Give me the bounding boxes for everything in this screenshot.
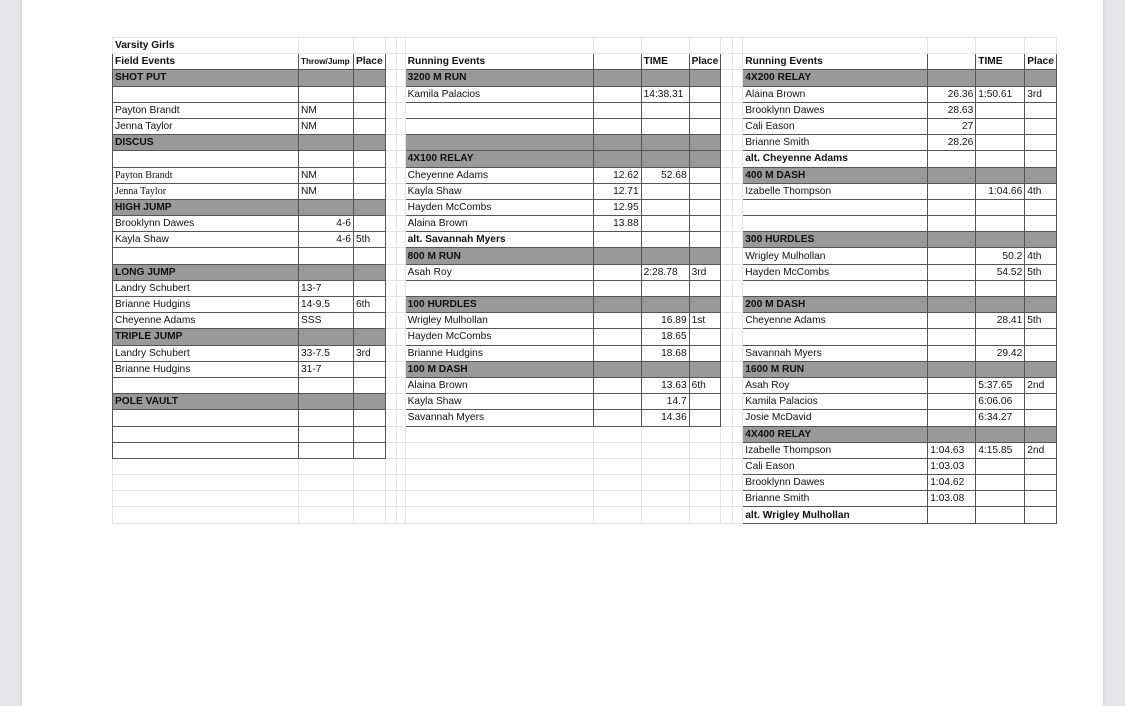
split-value: 28.63 <box>928 102 976 118</box>
time-value: 5:37.65 <box>976 377 1025 393</box>
place-value: 5th <box>1025 264 1057 280</box>
place-value: 5th <box>1025 313 1057 329</box>
split-value: 12.71 <box>593 183 641 199</box>
time-value: 54.52 <box>976 264 1025 280</box>
athlete-name: Alaina Brown <box>743 86 928 102</box>
event-discus: DISCUS <box>113 135 299 151</box>
sheet-title: Varsity Girls <box>113 38 299 54</box>
table-row <box>113 377 1057 393</box>
place-value: 2nd <box>1025 442 1057 458</box>
table-row <box>113 183 1057 199</box>
table-row <box>113 475 1057 491</box>
time-value: 6:06.06 <box>976 394 1025 410</box>
athlete-name: Jenna Taylor <box>113 118 299 134</box>
athlete-name: Hayden McCombs <box>405 199 593 215</box>
header-place: Place <box>689 54 721 70</box>
event-long-jump: LONG JUMP <box>113 264 299 280</box>
table-row <box>113 394 1057 410</box>
athlete-name: Brianne Smith <box>743 135 928 151</box>
table-row <box>113 232 1057 248</box>
place-value: 2nd <box>1025 377 1057 393</box>
athlete-name: Wrigley Mulhollan <box>405 313 593 329</box>
split-value: 1:03.03 <box>928 458 976 474</box>
athlete-name: Kamila Palacios <box>405 86 593 102</box>
athlete-name: Izabelle Thompson <box>743 183 928 199</box>
table-row <box>113 118 1057 134</box>
mark-value: NM <box>299 183 354 199</box>
split-value: 26.36 <box>928 86 976 102</box>
athlete-name: Josie McDavid <box>743 410 928 426</box>
table-row <box>113 102 1057 118</box>
time-value: 14.7 <box>641 394 689 410</box>
event-200m-dash: 200 M DASH <box>743 297 928 313</box>
time-value: 52.68 <box>641 167 689 183</box>
athlete-name: Asah Roy <box>743 377 928 393</box>
mark-value: NM <box>299 118 354 134</box>
table-row <box>113 135 1057 151</box>
mark-value: 31-7 <box>299 361 354 377</box>
table-row <box>113 297 1057 313</box>
results-table <box>112 37 1057 524</box>
athlete-name: Hayden McCombs <box>743 264 928 280</box>
table-row <box>113 86 1057 102</box>
athlete-name: Payton Brandt <box>113 102 299 118</box>
athlete-name: Brooklynn Dawes <box>113 216 299 232</box>
athlete-name: Alaina Brown <box>405 377 593 393</box>
athlete-name: Izabelle Thompson <box>743 442 928 458</box>
table-row <box>113 442 1057 458</box>
event-shot-put: SHOT PUT <box>113 70 299 86</box>
table-row <box>113 361 1057 377</box>
table-row <box>113 38 1057 54</box>
event-100-hurdles: 100 HURDLES <box>405 297 593 313</box>
athlete-name: Kamila Palacios <box>743 394 928 410</box>
table-row <box>113 426 1057 442</box>
time-value: 14:38.31 <box>641 86 689 102</box>
mark-value: 33-7.5 <box>299 345 354 361</box>
split-value: 1:03.08 <box>928 491 976 507</box>
event-800m-run: 800 M RUN <box>405 248 593 264</box>
event-1600m-run: 1600 M RUN <box>743 361 928 377</box>
mark-value: 4-6 <box>299 232 354 248</box>
split-value: 28.26 <box>928 135 976 151</box>
place-value: 4th <box>1025 183 1057 199</box>
time-value: 13.63 <box>641 377 689 393</box>
table-row <box>113 410 1057 426</box>
mark-value: 13-7 <box>299 280 354 296</box>
athlete-name: Kayla Shaw <box>405 183 593 199</box>
split-value: 12.95 <box>593 199 641 215</box>
athlete-name: Jenna Taylor <box>113 183 299 199</box>
time-value: 6:34.27 <box>976 410 1025 426</box>
time-value: 14.36 <box>641 410 689 426</box>
alternate-athlete: alt. Savannah Myers <box>405 232 593 248</box>
table-row <box>113 70 1057 86</box>
header-place: Place <box>354 54 386 70</box>
athlete-name: Brianne Smith <box>743 491 928 507</box>
event-4x200-relay: 4X200 RELAY <box>743 70 928 86</box>
table-row <box>113 280 1057 296</box>
athlete-name: Cheyenne Adams <box>743 313 928 329</box>
table-row <box>113 216 1057 232</box>
event-400m-dash: 400 M DASH <box>743 167 928 183</box>
time-value: 18.65 <box>641 329 689 345</box>
place-value: 3rd <box>689 264 721 280</box>
event-4x400-relay: 4X400 RELAY <box>743 426 928 442</box>
document-page <box>22 0 1103 706</box>
table-row <box>113 151 1057 167</box>
athlete-name: Hayden McCombs <box>405 329 593 345</box>
athlete-name: Wrigley Mulhollan <box>743 248 928 264</box>
table-row <box>113 54 1057 70</box>
table-row <box>113 313 1057 329</box>
event-high-jump: HIGH JUMP <box>113 199 299 215</box>
time-value: 50.2 <box>976 248 1025 264</box>
mark-value: 14-9.5 <box>299 297 354 313</box>
table-row <box>113 329 1057 345</box>
event-300-hurdles: 300 HURDLES <box>743 232 928 248</box>
athlete-name: Kayla Shaw <box>113 232 299 248</box>
athlete-name: Asah Roy <box>405 264 593 280</box>
table-row <box>113 491 1057 507</box>
event-3200m-run: 3200 M RUN <box>405 70 593 86</box>
athlete-name: Savannah Myers <box>743 345 928 361</box>
header-running-events: Running Events <box>405 54 593 70</box>
split-value: 13.88 <box>593 216 641 232</box>
table-row <box>113 248 1057 264</box>
athlete-name: Cali Eason <box>743 458 928 474</box>
athlete-name: Brianne Hudgins <box>113 361 299 377</box>
athlete-name: Brooklynn Dawes <box>743 102 928 118</box>
time-value: 4:15.85 <box>976 442 1025 458</box>
mark-value: 4-6 <box>299 216 354 232</box>
split-value: 27 <box>928 118 976 134</box>
place-value: 5th <box>354 232 386 248</box>
header-running-events: Running Events <box>743 54 928 70</box>
athlete-name: Landry Schubert <box>113 345 299 361</box>
time-value: 28.41 <box>976 313 1025 329</box>
place-value: 3rd <box>1025 86 1057 102</box>
athlete-name: Payton Brandt <box>113 167 299 183</box>
athlete-name: Kayla Shaw <box>405 394 593 410</box>
header-place: Place <box>1025 54 1057 70</box>
time-value: 1:04.66 <box>976 183 1025 199</box>
table-row <box>113 264 1057 280</box>
place-value: 3rd <box>354 345 386 361</box>
header-time: TIME <box>641 54 689 70</box>
alternate-athlete: alt. Wrigley Mulhollan <box>743 507 928 523</box>
split-value: 1:04.63 <box>928 442 976 458</box>
event-pole-vault: POLE VAULT <box>113 394 299 410</box>
table-row <box>113 507 1057 523</box>
split-value: 1:04.62 <box>928 475 976 491</box>
table-row <box>113 345 1057 361</box>
event-4x100-relay: 4X100 RELAY <box>405 151 593 167</box>
mark-value: NM <box>299 102 354 118</box>
athlete-name: Cheyenne Adams <box>405 167 593 183</box>
athlete-name: Cali Eason <box>743 118 928 134</box>
athlete-name: Alaina Brown <box>405 216 593 232</box>
athlete-name: Brianne Hudgins <box>405 345 593 361</box>
place-value: 6th <box>689 377 721 393</box>
time-value: 18.68 <box>641 345 689 361</box>
athlete-name: Brianne Hudgins <box>113 297 299 313</box>
table-row <box>113 199 1057 215</box>
athlete-name: Landry Schubert <box>113 280 299 296</box>
event-triple-jump: TRIPLE JUMP <box>113 329 299 345</box>
alternate-athlete: alt. Cheyenne Adams <box>743 151 928 167</box>
place-value: 4th <box>1025 248 1057 264</box>
table-row <box>113 458 1057 474</box>
athlete-name: Brooklynn Dawes <box>743 475 928 491</box>
header-field-events: Field Events <box>113 54 299 70</box>
place-value: 1st <box>689 313 721 329</box>
table-row <box>113 167 1057 183</box>
athlete-name: Savannah Myers <box>405 410 593 426</box>
time-value: 16.89 <box>641 313 689 329</box>
time-value: 2:28.78 <box>641 264 689 280</box>
athlete-name: Cheyenne Adams <box>113 313 299 329</box>
mark-value: NM <box>299 167 354 183</box>
mark-value: SSS <box>299 313 354 329</box>
header-throw-jump: Throw/Jump <box>299 54 354 70</box>
time-value: 1:50.61 <box>976 86 1025 102</box>
split-value: 12.62 <box>593 167 641 183</box>
event-100m-dash: 100 M DASH <box>405 361 593 377</box>
header-time: TIME <box>976 54 1025 70</box>
place-value: 6th <box>354 297 386 313</box>
time-value: 29.42 <box>976 345 1025 361</box>
